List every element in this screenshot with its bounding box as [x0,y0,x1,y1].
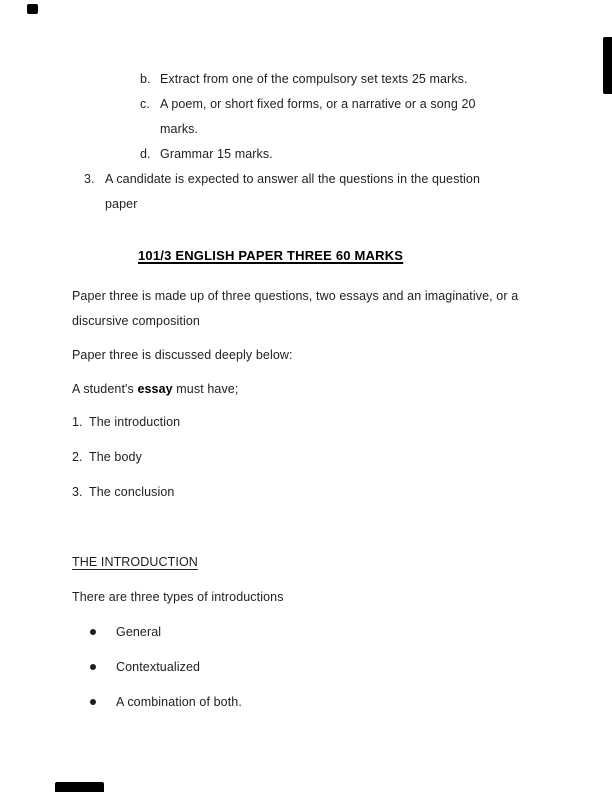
list-item-3-text-line1: A candidate is expected to answer all the questions in the question [105,172,480,186]
list-item-d [140,146,273,162]
paragraph-essay-requirements [72,381,238,397]
paragraph-discussed: Paper three is discussed deeply below: [72,348,293,362]
paragraph-intro-line1: Paper three is made up of three questions, two essays and an imaginative, or a [72,289,519,303]
bullet-icon [90,664,96,670]
bullet-icon [90,629,96,635]
list-item-c-continuation [160,121,198,137]
essay-suffix: must have; [172,382,239,396]
list-item-d-text: Grammar 15 marks. [160,147,273,161]
list-marker-d: d. [140,147,151,161]
bullet-item-general [90,624,161,640]
numbered-item-1 [72,414,180,430]
scan-mark-bottom [55,782,104,792]
scan-mark-top-left [27,4,38,14]
essay-bold-word: essay [137,382,173,396]
list-item-c [140,96,476,112]
list-marker-c: c. [140,97,150,111]
numbered-item-2 [72,449,142,465]
list-item-c-text-line1: A poem, or short fixed forms, or a narrative or a song 20 [160,97,476,111]
paragraph-intro-line2: discursive composition [72,314,200,328]
list-item-3-continuation [105,196,137,212]
numbered-text-3: The conclusion [89,485,175,499]
bullet-icon [90,699,96,705]
essay-prefix: A student's [72,382,138,396]
paragraph-types: There are three types of introductions [72,590,284,604]
bullet-text-combination: A combination of both. [116,695,242,709]
subheading-introduction: THE INTRODUCTION [72,555,198,569]
bullet-text-general: General [116,625,162,639]
list-item-3-text-line2: paper [105,197,138,211]
scan-mark-right-edge [603,37,612,94]
section-heading: 101/3 ENGLISH PAPER THREE 60 MARKS [138,248,404,263]
list-item-b-text: Extract from one of the compulsory set texts 25 marks. [160,72,468,86]
bullet-item-combination [90,694,242,710]
numbered-marker-2: 2. [72,450,83,464]
list-item-3 [84,171,480,187]
list-item-b [140,71,468,87]
list-item-c-text-line2: marks. [160,122,199,136]
numbered-marker-3: 3. [72,485,83,499]
numbered-text-2: The body [89,450,142,464]
list-marker-b: b. [140,72,151,86]
numbered-marker-1: 1. [72,415,83,429]
list-marker-3: 3. [84,172,95,186]
numbered-item-3 [72,484,174,500]
bullet-item-contextualized [90,659,200,675]
bullet-text-contextualized: Contextualized [116,660,201,674]
numbered-text-1: The introduction [89,415,181,429]
